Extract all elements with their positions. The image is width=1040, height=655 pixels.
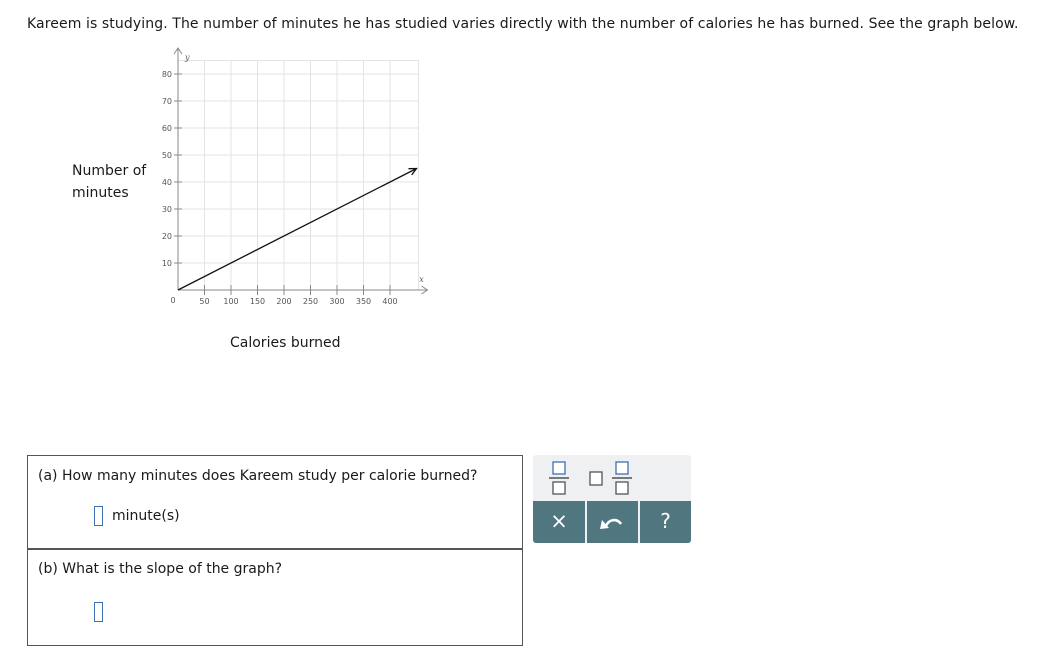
clear-button[interactable] bbox=[533, 501, 585, 543]
clear-icon: × bbox=[550, 509, 568, 533]
x-axis-title: Calories burned bbox=[230, 335, 341, 351]
direct-variation-graph bbox=[150, 40, 430, 320]
x-tick-label: 50 bbox=[199, 297, 210, 306]
problem-statement: Kareem is studying. The number of minutes he has studied varies directly with the number of calories he has burned. See the graph below. bbox=[27, 16, 1019, 32]
y-tick-label: 40 bbox=[161, 178, 172, 187]
y-tick-label: 30 bbox=[161, 205, 172, 214]
x-tick-label: 250 bbox=[302, 297, 319, 306]
x-tick-label: 300 bbox=[329, 297, 345, 306]
origin-label: 0 bbox=[170, 296, 176, 305]
x-tick-label: 200 bbox=[276, 297, 292, 306]
mixed-number-tool[interactable] bbox=[587, 459, 639, 497]
answer-b-input[interactable] bbox=[94, 602, 103, 622]
y-axis-name: y bbox=[185, 53, 190, 62]
question-a-text: (a) How many minutes does Kareem study per calorie burned? bbox=[38, 468, 478, 484]
series-line bbox=[178, 169, 417, 291]
undo-button[interactable] bbox=[587, 501, 638, 543]
question-a-panel bbox=[27, 455, 523, 549]
toolbar-buttons-row bbox=[533, 501, 691, 543]
y-tick-label: 20 bbox=[161, 232, 172, 241]
x-tick-label: 350 bbox=[355, 297, 372, 306]
x-tick-label: 100 bbox=[223, 297, 239, 306]
undo-icon bbox=[587, 501, 638, 543]
x-tick-label: 400 bbox=[382, 297, 398, 306]
y-axis-title-line2: minutes bbox=[72, 185, 129, 201]
x-tick-label: 150 bbox=[249, 297, 266, 306]
question-b-panel bbox=[27, 549, 523, 646]
y-tick-label: 10 bbox=[161, 259, 172, 268]
x-axis-name: x bbox=[419, 275, 424, 284]
y-tick-label: 80 bbox=[161, 70, 172, 79]
y-tick-label: 60 bbox=[161, 124, 172, 133]
fraction-tool[interactable] bbox=[541, 459, 579, 497]
help-icon: ? bbox=[660, 509, 671, 533]
math-toolbar bbox=[533, 455, 691, 543]
y-tick-label: 50 bbox=[161, 151, 172, 160]
question-b-text: (b) What is the slope of the graph? bbox=[38, 561, 283, 577]
help-button[interactable] bbox=[640, 501, 691, 543]
y-tick-label: 70 bbox=[161, 97, 172, 106]
mixed-number-icon bbox=[587, 459, 639, 497]
y-axis-title-line1: Number of bbox=[72, 163, 147, 179]
answer-a-unit: minute(s) bbox=[112, 508, 180, 524]
y-axis-title bbox=[72, 160, 146, 204]
answer-a-input[interactable] bbox=[94, 506, 103, 526]
fraction-icon bbox=[541, 459, 579, 497]
